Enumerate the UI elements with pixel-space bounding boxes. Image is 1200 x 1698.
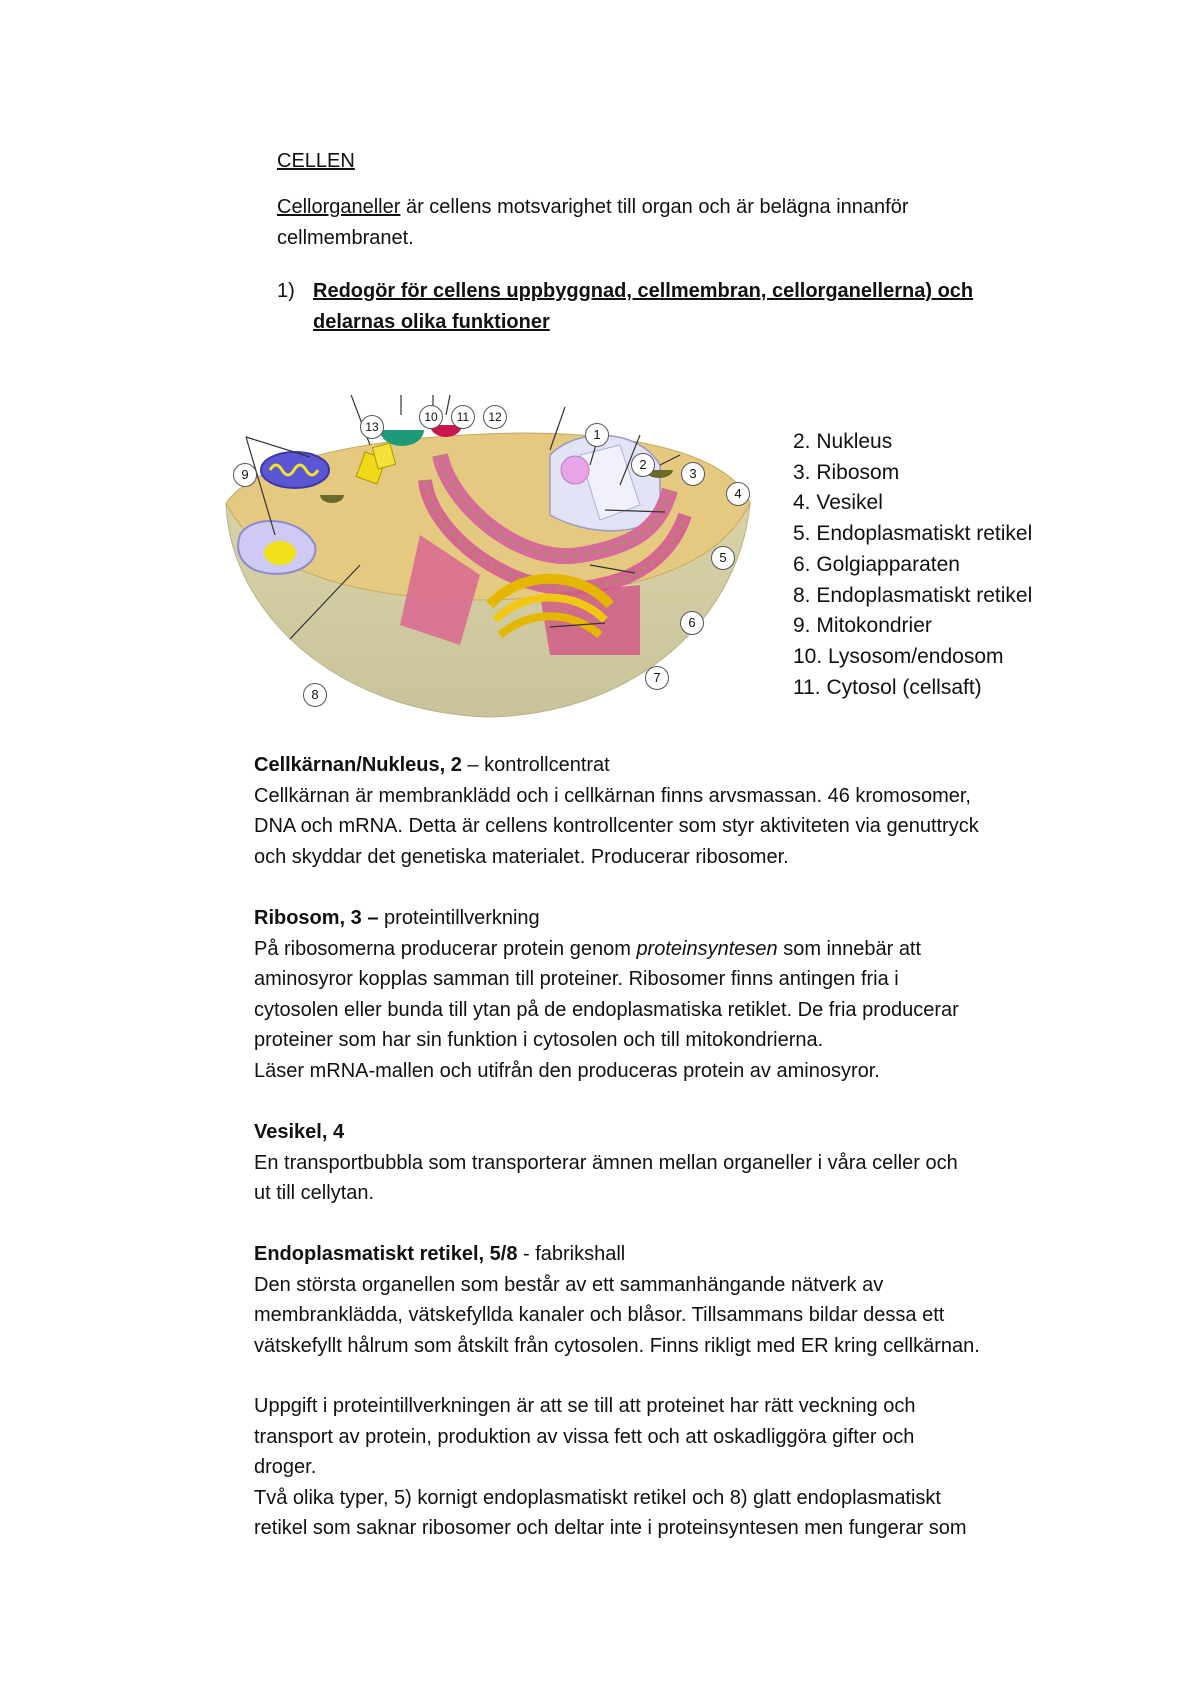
paragraph-line: Den största organellen som består av ett sammanhängande nätverk av xyxy=(254,1273,884,1296)
callout-10: 10 xyxy=(419,405,443,429)
italic-term: proteinsyntesen xyxy=(636,937,778,960)
callout-6: 6 xyxy=(680,611,704,635)
nucleolus xyxy=(561,456,589,484)
section-vesicle xyxy=(254,1117,958,1209)
section-nucleus xyxy=(254,750,979,872)
legend-item: 4. Vesikel xyxy=(793,491,883,515)
page-title: CELLEN xyxy=(277,150,355,172)
callout-9: 9 xyxy=(233,463,257,487)
paragraph-line: En transportbubbla som transporterar ämnen mellan organeller i våra celler och xyxy=(254,1151,958,1174)
legend-item: 11. Cytosol (cellsaft) xyxy=(793,675,982,699)
paragraph-line: Uppgift i proteintillverkningen är att se till att proteinet har rätt veckning och xyxy=(254,1395,916,1417)
text-run: På ribosomerna producerar protein genom xyxy=(254,937,637,960)
section-er-continued xyxy=(254,1391,967,1544)
heading-rest: proteintillverkning xyxy=(378,907,540,929)
diagram-legend xyxy=(793,427,1032,703)
section-heading: Vesikel, 4 xyxy=(254,1121,345,1143)
heading-bold: Cellkärnan/Nukleus, 2 xyxy=(254,754,462,776)
intro-term: Cellorganeller xyxy=(277,196,401,218)
paragraph-line: Läser mRNA-mallen och utifrån den produceras protein av aminosyror. xyxy=(254,1059,880,1082)
paragraph-line: cytosolen eller bunda till ytan på de endoplasmatiska retiklet. De fria producerar xyxy=(254,998,959,1021)
paragraph-line: aminosyror kopplas samman till proteiner. Ribosomer finns antingen fria i xyxy=(254,968,899,990)
section-er xyxy=(254,1239,980,1361)
legend-item: 9. Mitokondrier xyxy=(793,614,932,638)
paragraph-line xyxy=(254,934,959,965)
paragraph-line: Två olika typer, 5) kornigt endoplasmatiskt retikel och 8) glatt endoplasmatiskt xyxy=(254,1486,941,1509)
paragraph-line: DNA och mRNA. Detta är cellens kontrollcenter som styr aktiviteten via genuttryck xyxy=(254,815,979,837)
legend-item: 8. Endoplasmatiskt retikel xyxy=(793,583,1033,607)
paragraph-line: retikel som saknar ribosomer och deltar inte i proteinsyntesen men fungerar som xyxy=(254,1517,967,1539)
legend-item: 2. Nukleus xyxy=(793,430,893,453)
paragraph-line: Cellkärnan är membranklädd och i cellkärnan finns arvsmassan. 46 kromosomer, xyxy=(254,784,971,807)
task-number: 1) xyxy=(277,280,295,302)
paragraph-line: vätskefyllt hålrum som åtskilt från cytosolen. Finns rikligt med ER kring cellkärnan. xyxy=(254,1334,980,1357)
heading-bold: Ribosom, 3 – xyxy=(254,907,379,929)
callout-2: 2 xyxy=(631,453,655,477)
heading-rest: - fabrikshall xyxy=(517,1243,626,1265)
task-heading-line-2: delarnas olika funktioner xyxy=(313,311,550,333)
task-heading-line-1: Redogör för cellens uppbyggnad, cellmembran, cellorganellerna) och xyxy=(313,280,974,302)
paragraph-line: membranklädda, vätskefyllda kanaler och blåsor. Tillsammans bildar dessa ett xyxy=(254,1304,945,1326)
callout-11: 11 xyxy=(451,405,475,429)
paragraph-line: ut till cellytan. xyxy=(254,1182,375,1204)
intro-rest: är cellens motsvarighet till organ och är belägna innanför xyxy=(400,196,909,218)
section-heading xyxy=(254,750,979,781)
legend-item: 6. Golgiapparaten xyxy=(793,552,960,576)
callout-4: 4 xyxy=(726,482,750,506)
callout-13: 13 xyxy=(360,415,384,439)
legend-item: 5. Endoplasmatiskt retikel xyxy=(793,522,1033,546)
heading-rest: – kontrollcentrat xyxy=(461,754,610,776)
legend-item: 10. Lysosom/endosom xyxy=(793,644,1004,668)
callout-3: 3 xyxy=(681,462,705,486)
text-run: som innebär att xyxy=(777,937,922,960)
section-heading xyxy=(254,903,959,934)
paragraph-line: och skyddar det genetiska materialet. Producerar ribosomer. xyxy=(254,845,789,868)
mitochondrion-matrix xyxy=(264,541,296,565)
heading-bold: Endoplasmatiskt retikel, 5/8 xyxy=(254,1243,518,1265)
legend-item: 3. Ribosom xyxy=(793,460,900,484)
callout-8: 8 xyxy=(303,683,327,707)
paragraph-line: proteiner som har sin funktion i cytosolen och till mitokondrierna. xyxy=(254,1029,824,1051)
callout-12: 12 xyxy=(483,405,507,429)
paragraph-line: droger. xyxy=(254,1456,317,1478)
intro-line-1 xyxy=(277,192,908,223)
callout-7: 7 xyxy=(645,666,669,690)
paragraph-line: transport av protein, produktion av vissa fett och att oskadliggöra gifter och xyxy=(254,1425,915,1448)
cell-diagram xyxy=(220,395,760,725)
intro-line-2: cellmembranet. xyxy=(277,227,414,249)
callout-1: 1 xyxy=(585,423,609,447)
section-heading xyxy=(254,1239,980,1270)
callout-5: 5 xyxy=(711,546,735,570)
section-ribosome xyxy=(254,903,959,1086)
